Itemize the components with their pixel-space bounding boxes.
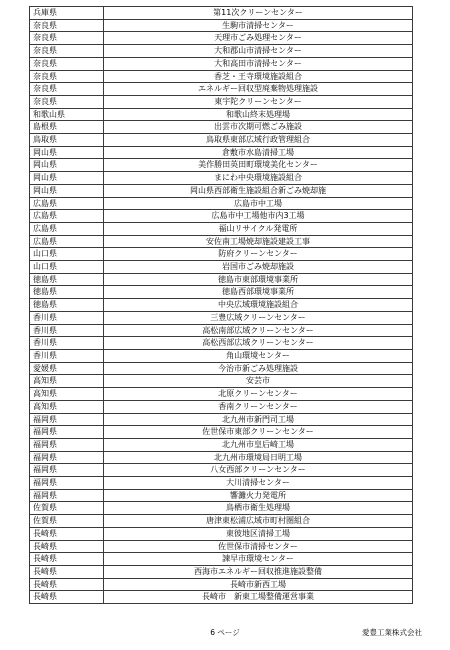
table-row bbox=[30, 45, 413, 58]
prefecture-cell: 長崎県 bbox=[30, 591, 104, 604]
table-row bbox=[30, 134, 413, 147]
table-row bbox=[30, 57, 413, 70]
table-row bbox=[30, 184, 413, 197]
table-row bbox=[30, 299, 413, 312]
table-row bbox=[30, 451, 413, 464]
prefecture-cell: 岡山県 bbox=[30, 184, 104, 197]
prefecture-cell: 奈良県 bbox=[30, 83, 104, 96]
prefecture-cell: 愛媛県 bbox=[30, 362, 104, 375]
facility-cell: 長崎市 新東工場整備運営事業 bbox=[104, 591, 413, 604]
prefecture-cell: 高知県 bbox=[30, 400, 104, 413]
facility-cell: 北原クリーンセンター bbox=[104, 388, 413, 401]
table-row bbox=[30, 172, 413, 185]
page-number: 6 ページ bbox=[210, 628, 240, 637]
table-row bbox=[30, 515, 413, 528]
facility-cell: 生駒市清掃センター bbox=[104, 19, 413, 32]
table-row bbox=[30, 95, 413, 108]
table-row bbox=[30, 578, 413, 591]
prefecture-cell: 長崎県 bbox=[30, 527, 104, 540]
table-row bbox=[30, 400, 413, 413]
table-row bbox=[30, 540, 413, 553]
prefecture-cell: 徳島県 bbox=[30, 273, 104, 286]
facility-cell: 鳥栖市衛生処理場 bbox=[104, 502, 413, 515]
facility-cell: 大和高田市清掃センター bbox=[104, 57, 413, 70]
facility-cell: 佐世保市東部クリーンセンター bbox=[104, 426, 413, 439]
prefecture-cell: 長崎県 bbox=[30, 565, 104, 578]
table-row bbox=[30, 349, 413, 362]
table-row bbox=[30, 83, 413, 96]
facility-cell: 和歌山終末処理場 bbox=[104, 108, 413, 121]
prefecture-cell: 広島県 bbox=[30, 197, 104, 210]
prefecture-cell: 福岡県 bbox=[30, 426, 104, 439]
table-row bbox=[30, 324, 413, 337]
facility-cell: 美作勝田英田町環境美化センター bbox=[104, 159, 413, 172]
facility-cell: 香芝・王寺環境施設組合 bbox=[104, 70, 413, 83]
prefecture-cell: 奈良県 bbox=[30, 95, 104, 108]
table-row bbox=[30, 375, 413, 388]
facility-cell: 今治市新ごみ処理施設 bbox=[104, 362, 413, 375]
table-row bbox=[30, 146, 413, 159]
prefecture-cell: 奈良県 bbox=[30, 70, 104, 83]
facility-cell: 佐世保市清掃センター bbox=[104, 540, 413, 553]
facility-table bbox=[29, 6, 413, 604]
facility-cell: 広島市中工場 bbox=[104, 197, 413, 210]
prefecture-cell: 兵庫県 bbox=[30, 7, 104, 20]
table-row bbox=[30, 273, 413, 286]
facility-cell: 中央広域環境施設組合 bbox=[104, 299, 413, 312]
prefecture-cell: 広島県 bbox=[30, 235, 104, 248]
facility-cell: 長崎市新西工場 bbox=[104, 578, 413, 591]
prefecture-cell: 奈良県 bbox=[30, 45, 104, 58]
table-row bbox=[30, 565, 413, 578]
prefecture-cell: 香川県 bbox=[30, 337, 104, 350]
facility-cell: 福山リサイクル発電所 bbox=[104, 222, 413, 235]
facility-cell: 安芸市 bbox=[104, 375, 413, 388]
table-row bbox=[30, 388, 413, 401]
facility-cell: 天理市ごみ処理センター bbox=[104, 32, 413, 45]
facility-cell: 北九州市皇后崎工場 bbox=[104, 438, 413, 451]
prefecture-cell: 佐賀県 bbox=[30, 502, 104, 515]
prefecture-cell: 福岡県 bbox=[30, 451, 104, 464]
prefecture-cell: 山口県 bbox=[30, 248, 104, 261]
company-name: 愛豊工業株式会社 bbox=[362, 628, 422, 637]
prefecture-cell: 福岡県 bbox=[30, 413, 104, 426]
prefecture-cell: 香川県 bbox=[30, 349, 104, 362]
table-row bbox=[30, 70, 413, 83]
table-row bbox=[30, 210, 413, 223]
table-row bbox=[30, 426, 413, 439]
facility-cell: 三豊広域クリーンセンター bbox=[104, 311, 413, 324]
table-row bbox=[30, 502, 413, 515]
facility-cell: 大和郡山市清掃センター bbox=[104, 45, 413, 58]
prefecture-cell: 奈良県 bbox=[30, 32, 104, 45]
prefecture-cell: 奈良県 bbox=[30, 57, 104, 70]
facility-cell: まにわ中央環境施設組合 bbox=[104, 172, 413, 185]
facility-cell: 東宇陀クリーンセンター bbox=[104, 95, 413, 108]
facility-cell: 高松西部広域クリーンセンター bbox=[104, 337, 413, 350]
table-row bbox=[30, 438, 413, 451]
facility-cell: 諫早市環境センター bbox=[104, 553, 413, 566]
table-row bbox=[30, 477, 413, 490]
facility-cell: 西海市エネルギー回収推進施設整備 bbox=[104, 565, 413, 578]
table-row bbox=[30, 464, 413, 477]
facility-cell: 北九州市新門司工場 bbox=[104, 413, 413, 426]
prefecture-cell: 長崎県 bbox=[30, 540, 104, 553]
table-row bbox=[30, 32, 413, 45]
prefecture-cell: 高知県 bbox=[30, 388, 104, 401]
prefecture-cell: 広島県 bbox=[30, 222, 104, 235]
table-row bbox=[30, 286, 413, 299]
prefecture-cell: 佐賀県 bbox=[30, 515, 104, 528]
facility-cell: 北九州市環境局日明工場 bbox=[104, 451, 413, 464]
table-row bbox=[30, 527, 413, 540]
facility-cell: 東彼地区清掃工場 bbox=[104, 527, 413, 540]
prefecture-cell: 岡山県 bbox=[30, 146, 104, 159]
table-row bbox=[30, 261, 413, 274]
table-row bbox=[30, 337, 413, 350]
prefecture-cell: 奈良県 bbox=[30, 19, 104, 32]
table-row bbox=[30, 7, 413, 20]
table-row bbox=[30, 413, 413, 426]
table-row bbox=[30, 108, 413, 121]
prefecture-cell: 徳島県 bbox=[30, 299, 104, 312]
table-row bbox=[30, 197, 413, 210]
table-row bbox=[30, 553, 413, 566]
prefecture-cell: 福岡県 bbox=[30, 464, 104, 477]
facility-cell: 岡山県西部衛生施設組合新ごみ焼却施 bbox=[104, 184, 413, 197]
table-row bbox=[30, 222, 413, 235]
table-row bbox=[30, 121, 413, 134]
facility-cell: 防府クリーンセンター bbox=[104, 248, 413, 261]
prefecture-cell: 福岡県 bbox=[30, 477, 104, 490]
prefecture-cell: 島根県 bbox=[30, 121, 104, 134]
table-row bbox=[30, 235, 413, 248]
facility-cell: 八女西部クリーンセンター bbox=[104, 464, 413, 477]
prefecture-cell: 徳島県 bbox=[30, 286, 104, 299]
facility-cell: 角山環境センター bbox=[104, 349, 413, 362]
prefecture-cell: 高知県 bbox=[30, 375, 104, 388]
table-row bbox=[30, 19, 413, 32]
facility-cell: 倉敷市水島清掃工場 bbox=[104, 146, 413, 159]
prefecture-cell: 山口県 bbox=[30, 261, 104, 274]
facility-cell: 岩国市ごみ焼却施設 bbox=[104, 261, 413, 274]
prefecture-cell: 長崎県 bbox=[30, 578, 104, 591]
facility-cell: 徳島市東部環境事業所 bbox=[104, 273, 413, 286]
prefecture-cell: 和歌山県 bbox=[30, 108, 104, 121]
facility-cell: 第11次クリーンセンター bbox=[104, 7, 413, 20]
facility-cell: 響灘火力発電所 bbox=[104, 489, 413, 502]
prefecture-cell: 岡山県 bbox=[30, 159, 104, 172]
facility-cell: 出雲市次期可燃ごみ施設 bbox=[104, 121, 413, 134]
facility-cell: エネルギー回収型廃棄物処理施設 bbox=[104, 83, 413, 96]
prefecture-cell: 福岡県 bbox=[30, 489, 104, 502]
prefecture-cell: 香川県 bbox=[30, 324, 104, 337]
prefecture-cell: 長崎県 bbox=[30, 553, 104, 566]
facility-cell: 安佐南工場焼却施設建設工事 bbox=[104, 235, 413, 248]
prefecture-cell: 香川県 bbox=[30, 311, 104, 324]
prefecture-cell: 広島県 bbox=[30, 210, 104, 223]
table-row bbox=[30, 159, 413, 172]
prefecture-cell: 福岡県 bbox=[30, 438, 104, 451]
facility-cell: 大川清掃センター bbox=[104, 477, 413, 490]
prefecture-cell: 岡山県 bbox=[30, 172, 104, 185]
facility-cell: 高松南部広域クリーンセンター bbox=[104, 324, 413, 337]
facility-cell: 香南クリーンセンター bbox=[104, 400, 413, 413]
table-row bbox=[30, 489, 413, 502]
facility-cell: 徳島西部環境事業所 bbox=[104, 286, 413, 299]
table-row bbox=[30, 362, 413, 375]
table-row bbox=[30, 248, 413, 261]
facility-cell: 鳥取県東部広域行政管理組合 bbox=[104, 134, 413, 147]
prefecture-cell: 鳥取県 bbox=[30, 134, 104, 147]
table-row bbox=[30, 311, 413, 324]
facility-cell: 唐津東松浦広域市町村圏組合 bbox=[104, 515, 413, 528]
facility-cell: 広島市中工場他市内3工場 bbox=[104, 210, 413, 223]
table-row bbox=[30, 591, 413, 604]
facility-table-body bbox=[30, 7, 413, 604]
